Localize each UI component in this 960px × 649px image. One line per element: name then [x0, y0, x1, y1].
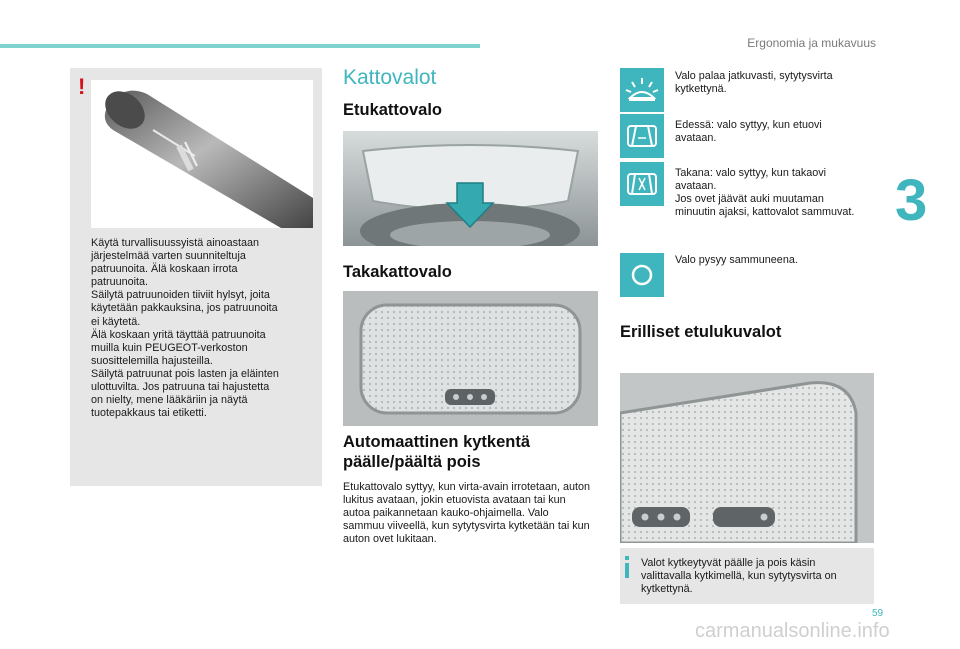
mode-description [675, 254, 885, 267]
reading-lights-heading: Erilliset etulukuvalot [620, 323, 782, 341]
mode-description [675, 119, 885, 145]
mode-text-rear: Takana: valo syttyy, kun takaovi avataan. Jos ovet jäävät auki muutaman minuutin ajaksi, kattovalot sammuvat. [675, 167, 855, 218]
warning-text [91, 237, 316, 420]
watermark: carmanualsonline.info [695, 620, 890, 642]
info-icon [624, 556, 630, 578]
warning-paragraph: Älä koskaan yritä täyttää patruunoita muilla kuin PEUGEOT-verkoston suosittelemilla hajusteilla. [91, 328, 266, 367]
mode-description [675, 70, 885, 96]
auto-heading-line: päälle/päältä pois [343, 453, 481, 471]
rear-light-photo [343, 291, 598, 426]
mode-text-off: Valo pysyy sammuneena. [675, 254, 798, 266]
info-text: Valot kytkeytyvät päälle ja pois käsin valittavalla kytkimellä, kun sytytysvirta on kytkettynä. [641, 557, 837, 595]
header-accent-bar [0, 44, 480, 48]
light-off-icon [620, 253, 664, 297]
exclamation-icon: ! [78, 74, 86, 99]
rear-light-heading: Takakattovalo [343, 263, 452, 281]
interior-light-on-icon [620, 68, 664, 112]
page-title: Kattovalot [343, 66, 437, 89]
rear-door-icon [620, 162, 664, 206]
warning-paragraph: Säilytä patruunoiden tiiviit hylsyt, joita käytetään pakkauksina, jos patruunoita ei käytetä. [91, 289, 278, 328]
mode-text-on: Valo palaa jatkuvasti, sytytysvirta kytkettynä. [675, 70, 833, 95]
chapter-number: 3 [895, 168, 928, 233]
perfume-cartridge-image [91, 80, 313, 228]
auto-heading [343, 432, 530, 472]
front-light-heading: Etukattovalo [343, 101, 443, 119]
warning-paragraph: Käytä turvallisuussyistä ainoastaan järjestelmää varten suunniteltuja patruunoita. Älä koskaan irrota patruunoita. [91, 237, 260, 289]
warning-paragraph: Säilytä patruunat pois lasten ja eläinten ulottuvilta. Jos patruuna tai hajustetta on nielty, mene lääkäriin ja näytä tuotepakkaus tai etiketti. [91, 367, 279, 420]
section-title: Ergonomia ja mukavuus [747, 36, 876, 50]
front-light-photo [343, 131, 598, 246]
auto-text: Etukattovalo syttyy, kun virta-avain irrotetaan, auton lukitus avataan, jokin etuovista avataan tai kun autoa paikannetaan kauko-ohjaimella. Valo sammuu viiveellä, kun sytytysvirta kytketään tai kun auton ovet lukitaan. [343, 481, 591, 545]
page-number: 59 [872, 608, 884, 619]
front-door-icon [620, 114, 664, 158]
reading-lights-photo [620, 373, 874, 543]
mode-description [675, 167, 885, 219]
mode-text-front: Edessä: valo syttyy, kun etuovi avataan. [675, 119, 822, 144]
auto-heading-line: Automaattinen kytkentä [343, 433, 531, 451]
